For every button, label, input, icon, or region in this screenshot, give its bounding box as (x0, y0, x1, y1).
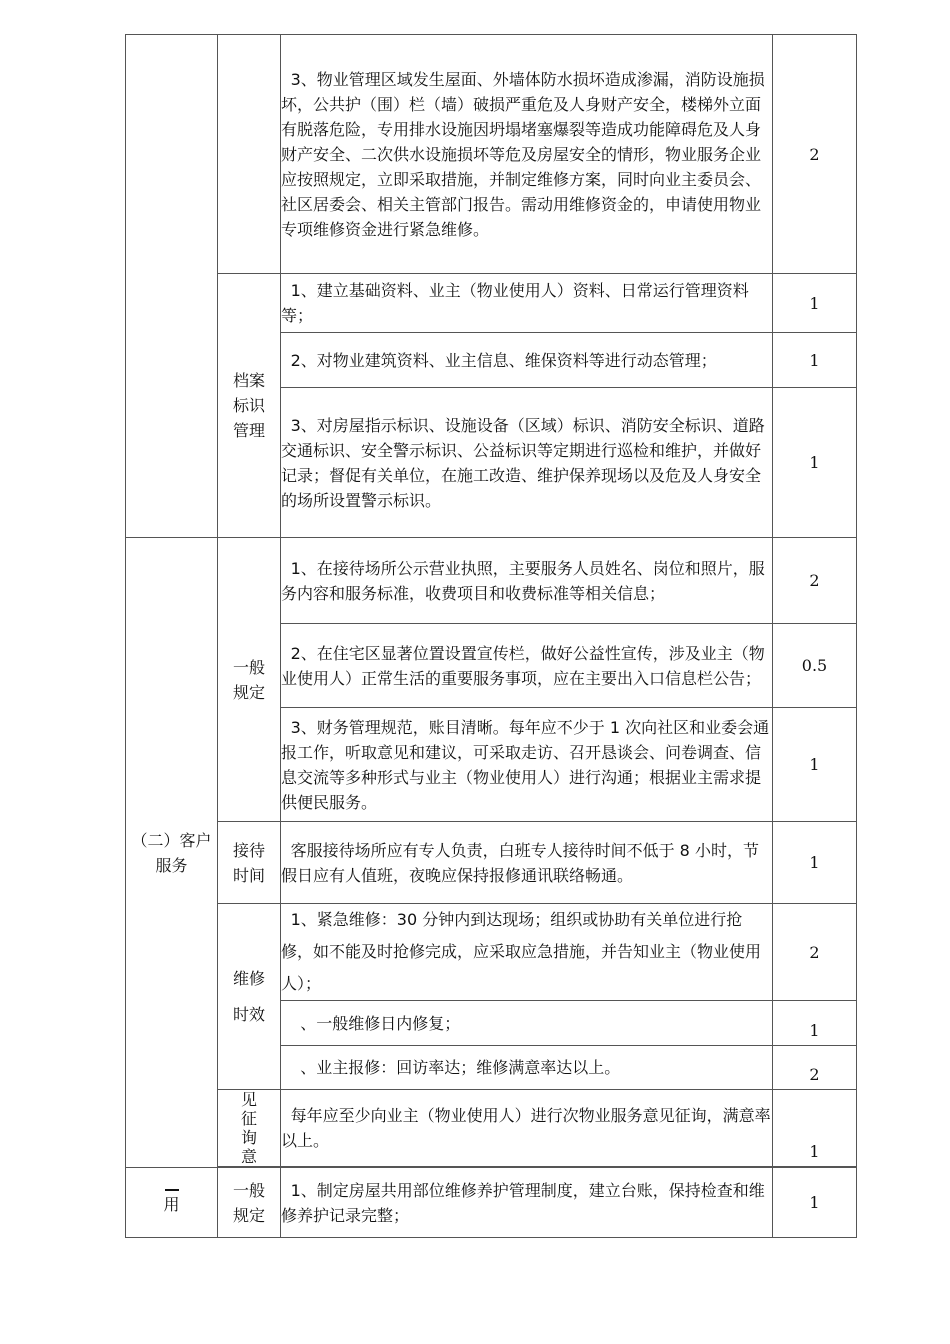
subcategory-general: 一般规定 (218, 538, 281, 822)
table-row (126, 1168, 857, 1238)
category-shared: 用 (126, 1168, 218, 1238)
subcategory-opinion-survey: 见征询意 (218, 1090, 281, 1167)
subcategory-archive: 档案标识管理 (218, 274, 281, 538)
table-row (126, 538, 857, 624)
item-score: 1 (773, 1090, 857, 1167)
item-score: 1 (773, 388, 857, 538)
item-description: 1、制定房屋共用部位维修养护管理制度，建立台账，保持检查和维修养护记录完整； (281, 1168, 773, 1238)
table-row (126, 35, 857, 274)
item-score: 1 (773, 822, 857, 904)
item-description: 每年应至少向业主（物业使用人）进行次物业服务意见征询，满意率以上。 (281, 1090, 773, 1167)
category-cell-empty (126, 35, 218, 538)
item-score: 2 (773, 904, 857, 1001)
item-score: 1 (773, 274, 857, 333)
subcategory-cell-empty (218, 35, 281, 274)
item-score: 2 (773, 538, 857, 624)
item-description: 2、对物业建筑资料、业主信息、维保资料等进行动态管理； (281, 333, 773, 388)
item-score: 2 (773, 35, 857, 274)
item-description: 、一般维修日内修复； (281, 1001, 773, 1046)
table-row (126, 274, 857, 333)
item-description: 1、建立基础资料、业主（物业使用人）资料、日常运行管理资料等； (281, 274, 773, 333)
standards-table (125, 34, 857, 1238)
item-description: 2、在住宅区显著位置设置宣传栏，做好公益性宣传，涉及业主（物业使用人）正常生活的重要服务事项，应在主要出入口信息栏公告； (281, 624, 773, 708)
item-description: 、业主报修：回访率达；维修满意率达以上。 (281, 1046, 773, 1090)
item-description: 客服接待场所应有专人负责，白班专人接待时间不低于 8 小时，节假日应有人值班，夜晚应保持报修通讯联络畅通。 (281, 822, 773, 904)
table-row (126, 822, 857, 904)
item-score: 1 (773, 333, 857, 388)
item-description: 3、对房屋指示标识、设施设备（区域）标识、消防安全标识、道路交通标识、安全警示标识、公益标识等定期进行巡检和维护，并做好记录；督促有关单位，在施工改造、维护保养现场以及危及人身安全的场所设置警示标识。 (281, 388, 773, 538)
item-score: 1 (773, 1168, 857, 1238)
category-customer-service: （二）客户服务 (126, 538, 218, 1168)
item-score: 1 (773, 708, 857, 822)
table-row (126, 1090, 857, 1167)
bracket-mark (165, 1189, 179, 1191)
item-description: 3、物业管理区域发生屋面、外墙体防水损坏造成渗漏，消防设施损坏，公共护（围）栏（墙）破损严重危及人身财产安全，楼梯外立面有脱落危险，专用排水设施因坍塌堵塞爆裂等造成功能障碍危及人身财产安全、二次供水设施损坏等危及房屋安全的情形，物业服务企业应按照规定，立即采取措施，并制定维修方案，同时向业主委员会、社区居委会、相关主管部门报告。需动用维修资金的，申请使用物业专项维修资金进行紧急维修。 (281, 35, 773, 274)
item-description: 1、在接待场所公示营业执照，主要服务人员姓名、岗位和照片，服务内容和服务标准，收费项目和收费标准等相关信息； (281, 538, 773, 624)
subcategory-reception-time: 接待时间 (218, 822, 281, 904)
subcategory-repair-timeliness: 维修时效 (218, 904, 281, 1090)
item-score: 0.5 (773, 624, 857, 708)
item-score: 1 (773, 1001, 857, 1046)
item-description: 3、财务管理规范，账目清晰。每年应不少于 1 次向社区和业委会通报工作，听取意见和建议，可采取走访、召开恳谈会、问卷调查、信息交流等多种形式与业主（物业使用人）进行沟通；根据业主需求提供便民服务。 (281, 708, 773, 822)
item-description: 1、紧急维修：30 分钟内到达现场；组织或协助有关单位进行抢修，如不能及时抢修完成，应采取应急措施，并告知业主（物业使用人）； (281, 904, 773, 1001)
subcategory-general-2: 一般规定 (218, 1168, 281, 1238)
table-row (126, 904, 857, 1001)
item-score: 2 (773, 1046, 857, 1090)
